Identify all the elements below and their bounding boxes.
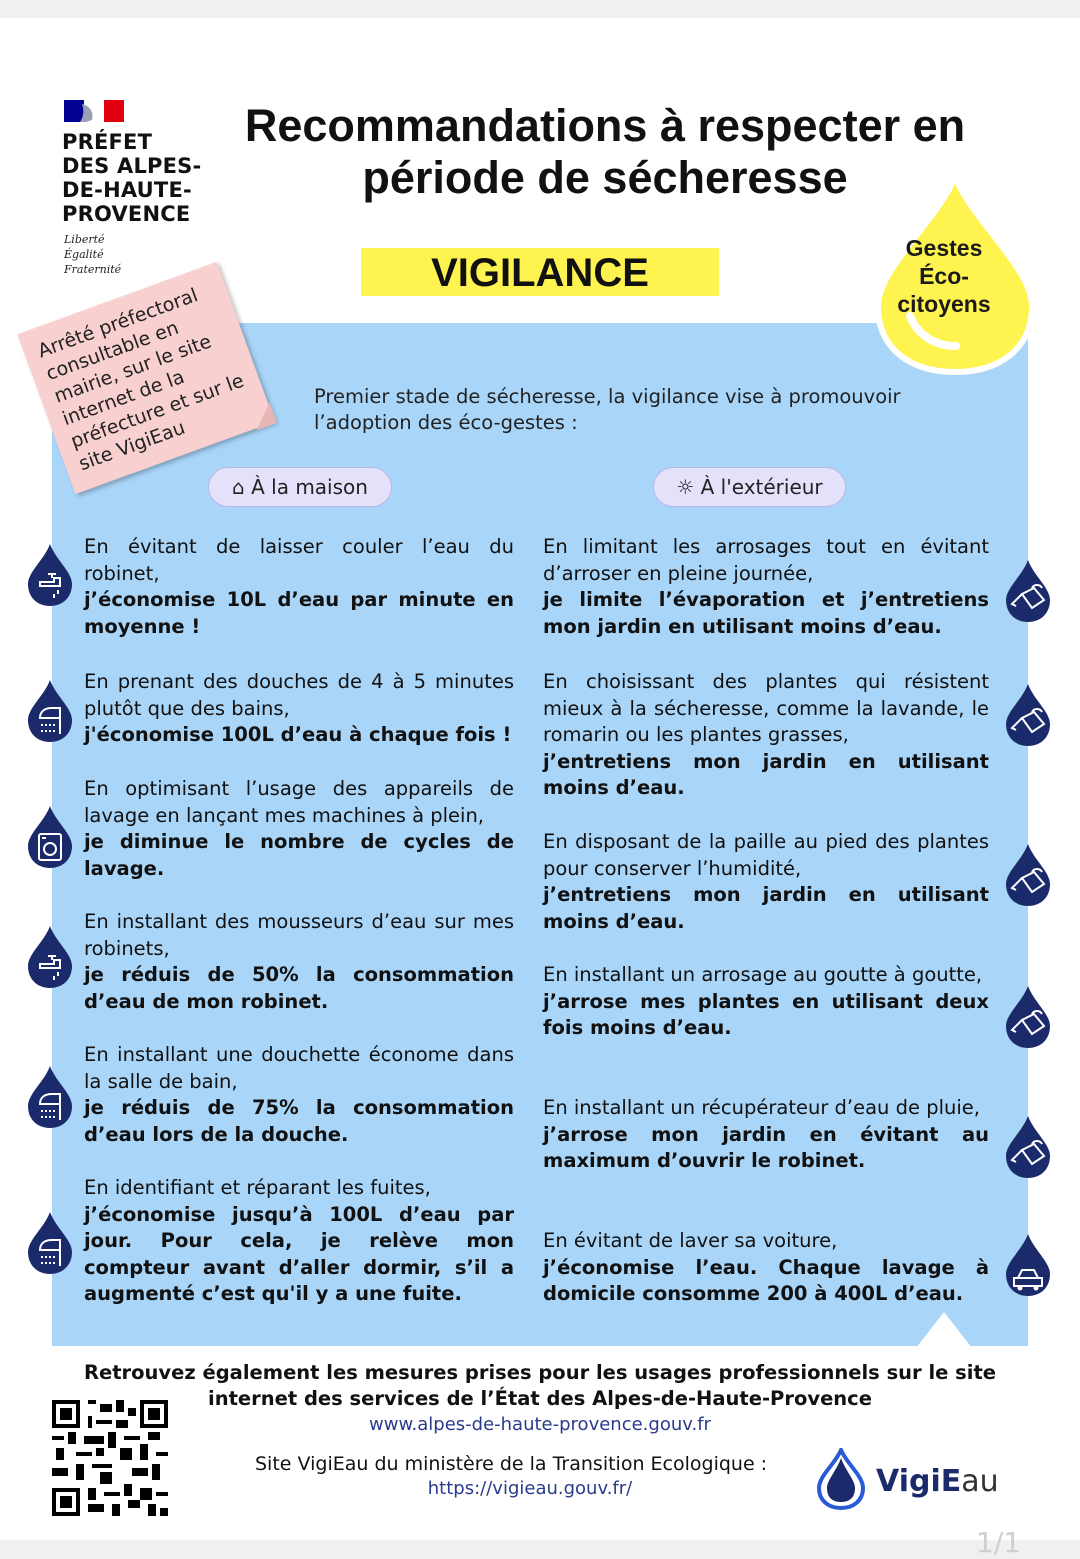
outdoor-gestures-list xyxy=(543,534,989,1335)
shower-icon xyxy=(24,1210,76,1276)
list-item: En prenant des douches de 4 à 5 minutes plutôt que des bains, j'économise 100L d’eau à chaque fois ! xyxy=(84,670,514,746)
prefect-name: PRÉFET DES ALPES- DE-HAUTE- PROVENCE xyxy=(62,130,202,226)
page-counter: 1/1 xyxy=(976,1526,1022,1559)
intro-text: Premier stade de sécheresse, la vigilance vise à promouvoir l’adoption des éco-gestes : xyxy=(314,385,901,434)
list-item: En évitant de laisser couler l’eau du robinet, j’économise 10L d’eau par minute en moyenne ! xyxy=(84,535,514,638)
shower-icon xyxy=(24,678,76,744)
vigieau-label: Site VigiEau du ministère de la Transition Ecologique : xyxy=(255,1453,768,1475)
home-gestures-list xyxy=(84,534,514,1335)
car-icon xyxy=(1002,1232,1054,1298)
marianne-logo-icon xyxy=(64,100,124,122)
vigieau-link[interactable]: https://vigieau.gouv.fr/ xyxy=(427,1478,633,1499)
list-item: En installant un récupérateur d’eau de pluie, j’arrose mon jardin en évitant au maximum d’ouvrir le robinet. xyxy=(543,1096,989,1172)
alert-level-badge: VIGILANCE xyxy=(361,248,719,296)
list-item: En optimisant l’usage des appareils de lavage en lançant mes machines à plein, je diminue le nombre de cycles de lavage. xyxy=(84,777,514,880)
vigieau-drop-icon xyxy=(815,1448,867,1510)
list-item: En disposant de la paille au pied des plantes pour conserver l’humidité, j’entretiens mon jardin en utilisant moins d’eau. xyxy=(543,830,989,933)
home-icon: ⌂ xyxy=(232,475,245,499)
footer-notice: Retrouvez également les mesures prises pour les usages professionnels sur le site internet des services de l’État des Alpes-de-Haute-Provence xyxy=(83,1361,997,1410)
list-item: En installant un arrosage au goutte à goutte, j’arrose mes plantes en utilisant deux fois moins d’eau. xyxy=(543,963,989,1039)
watering-can-icon xyxy=(1002,984,1054,1050)
tab-outdoor: ☼ À l'extérieur xyxy=(653,467,846,507)
watering-can-icon xyxy=(1002,682,1054,748)
qr-code-icon xyxy=(52,1400,168,1516)
decree-note-text: Arrêté préfectoral consultable en mairie, sur le site internet de la préfecture et sur le site VigiEau xyxy=(34,284,247,476)
list-item: En identifiant et réparant les fuites, j’économise jusqu’à 100L d’eau par jour. Pour cela, je relève mon compteur avant d’aller dormir, s’il a augmenté c’est qu'il y a une fuite. xyxy=(84,1176,514,1305)
watering-can-icon xyxy=(1002,1114,1054,1180)
poster-page xyxy=(0,18,1080,1559)
eco-gestures-label: Gestes Éco- citoyens xyxy=(897,235,991,317)
list-item: En choisissant des plantes qui résistent mieux à la sécheresse, comme la lavande, le romarin ou les plantes grasses, j’entretiens mon jardin en utilisant moins d’eau. xyxy=(543,670,989,799)
faucet-icon xyxy=(24,542,76,608)
washing-machine-icon xyxy=(24,804,76,870)
tab-home: ⌂ À la maison xyxy=(208,467,392,507)
list-item: En évitant de laver sa voiture, j’économise l’eau. Chaque lavage à domicile consomme 200 à 400L d’eau. xyxy=(543,1229,989,1305)
republic-motto: Liberté Égalité Fraternité xyxy=(64,233,122,276)
faucet-icon xyxy=(24,924,76,990)
list-item: En installant une douchette économe dans la salle de bain, je réduis de 75% la consommation d’eau lors de la douche. xyxy=(84,1043,514,1146)
list-item: En limitant les arrosages tout en évitant d’arroser en pleine journée, je limite l’évaporation et j’entretiens mon jardin en utilisant moins d’eau. xyxy=(543,535,989,638)
prefecture-link[interactable]: www.alpes-de-haute-provence.gouv.fr xyxy=(369,1414,711,1435)
shower-icon xyxy=(24,1064,76,1130)
sun-icon: ☼ xyxy=(676,475,695,499)
page-title: Recommandations à respecter en période de sécheresse xyxy=(244,100,966,203)
watering-can-icon xyxy=(1002,842,1054,908)
vigieau-logo-text: VigiEau xyxy=(876,1464,999,1499)
watering-can-icon xyxy=(1002,558,1054,624)
list-item: En installant des mousseurs d’eau sur mes robinets, je réduis de 50% la consommation d’eau de mon robinet. xyxy=(84,910,514,1013)
